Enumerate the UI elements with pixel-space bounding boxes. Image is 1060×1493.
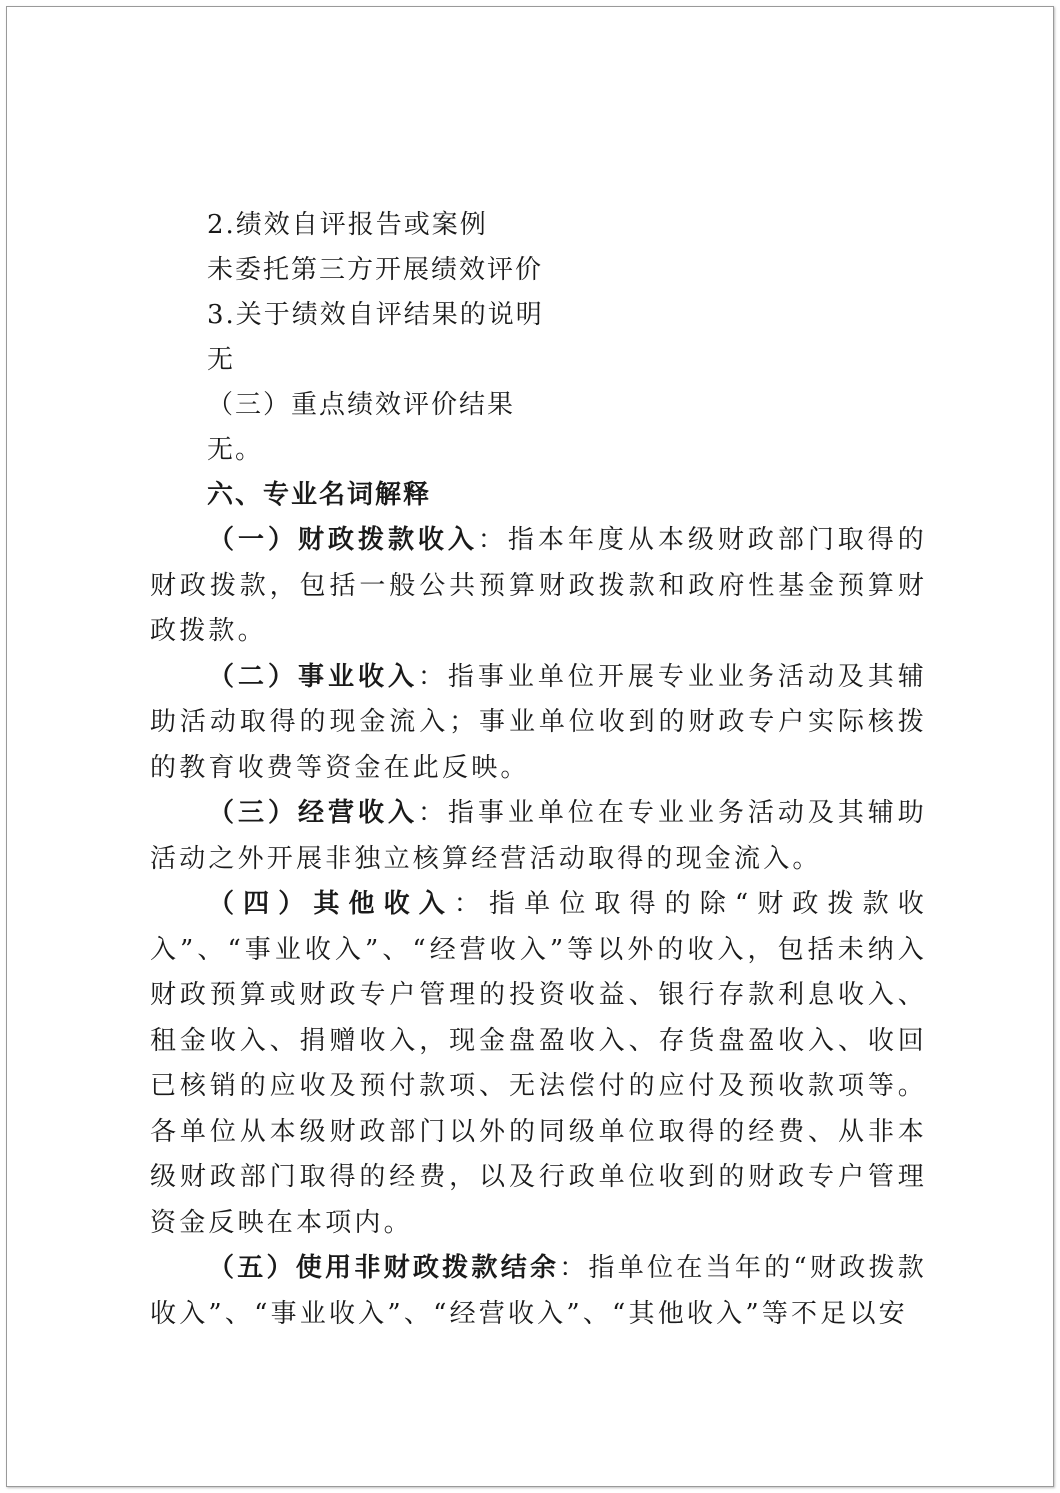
term-paragraph-5 [150,1246,927,1337]
term-definition-5: ：指单位在当年的“财政拨款收入”、“事业收入”、“经营收入”、“其他收入”等不足以安 [150,1253,927,1329]
sub3-title: （三）重点绩效评价结果 [207,390,516,420]
term-label-5: （五）使用非财政拨款结余 [208,1253,560,1283]
term-label-1: （一）财政拨款收入 [208,525,478,555]
term-paragraph-4 [150,882,927,1246]
term-label-3: （三）经营收入 [208,798,418,828]
section6-heading: 六、专业名词解释 [207,480,432,510]
document-page [6,6,1054,1487]
term-label-4: （四）其他收入 [208,889,454,919]
item2-text: 未委托第三方开展绩效评价 [207,255,544,285]
item3-text: 无 [207,345,236,375]
term-definition-1: ：指本年度从本级财政部门取得的财政拨款，包括一般公共预算财政拨款和政府性基金预算财政拨款。 [150,525,927,646]
page-content [150,203,927,1337]
term-paragraph-2 [150,655,927,792]
term-definition-2: ：指事业单位开展专业业务活动及其辅助活动取得的现金流入；事业单位收到的财政专户实际核拨的教育收费等资金在此反映。 [150,661,927,783]
item2-title: 2.绩效自评报告或案例 [207,210,488,240]
item3-title: 3.关于绩效自评结果的说明 [207,300,544,330]
term-definition-4: ：指单位取得的除“财政拨款收入”、“事业收入”、“经营收入”等以外的收入，包括未纳入财政预算或财政专户管理的投资收益、银行存款利息收入、租金收入、捐赠收入，现金盘盈收入、存货盘盈收入、收回已核销的应收及预付款项、无法偿付的应付及预收款项等。各单位从本级财政部门以外的同级单位取得的经费、从非本级财政部门取得的经费，以及行政单位收到的财政专户管理资金反映在本项内。 [150,889,928,1238]
sub3-text: 无。 [207,435,264,465]
term-definition-3: ：指事业单位在专业业务活动及其辅助活动之外开展非独立核算经营活动取得的现金流入。 [150,798,927,874]
term-paragraph-3 [150,791,927,882]
term-label-2: （二）事业收入 [208,661,418,692]
term-paragraph-1 [150,518,927,655]
